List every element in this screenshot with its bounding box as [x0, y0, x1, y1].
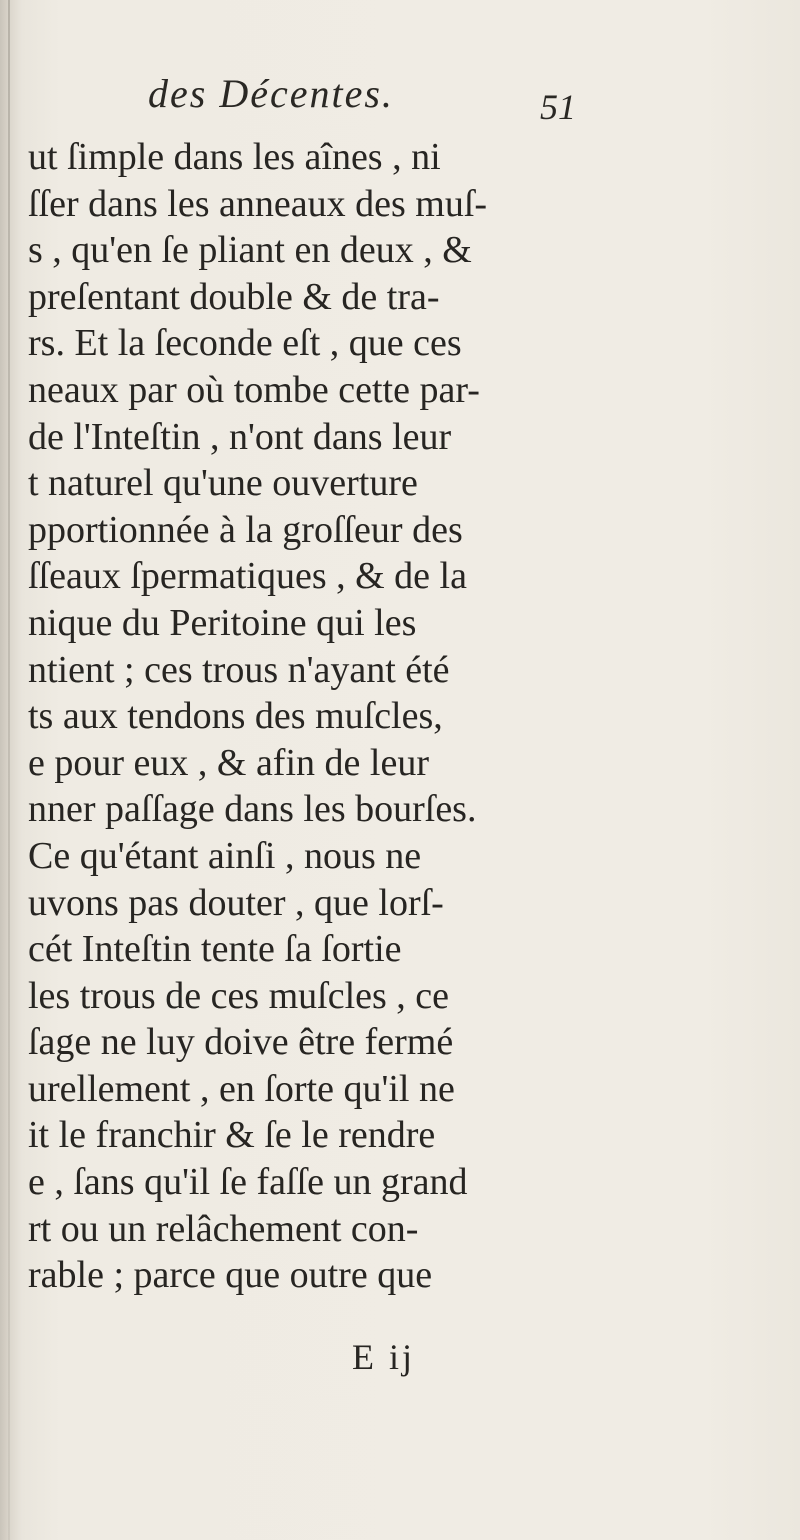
page-gutter — [8, 0, 10, 1540]
text-line: les trous de ces muſcles , ce — [28, 974, 450, 1017]
page-number: 51 — [540, 87, 576, 127]
signature-mark: E ij — [352, 1337, 415, 1377]
text-line: it le franchir & ſe le rendre — [28, 1114, 436, 1157]
text-line: nique du Peritoine qui les — [28, 601, 417, 644]
text-line: ſage ne luy doive être fermé — [28, 1021, 454, 1064]
text-line: e , ſans qu'il ſe faſſe un grand — [28, 1161, 468, 1204]
body-text — [28, 134, 588, 1299]
text-line: ſſeaux ſpermatiques , & de la — [28, 555, 467, 598]
running-head: des Décentes. — [148, 71, 394, 116]
text-line: ntient ; ces trous n'ayant été — [28, 648, 450, 691]
text-line: e pour eux , & afin de leur — [28, 741, 429, 784]
page-header — [0, 70, 800, 140]
text-line: de l'Inteſtin , n'ont dans leur — [28, 415, 452, 458]
text-line: ut ſimple dans les aînes , ni — [28, 136, 441, 178]
text-line: urellement , en ſorte qu'il ne — [28, 1067, 455, 1110]
text-line: ts aux tendons des muſcles, — [28, 695, 443, 738]
text-line: uvons pas douter , que lorſ- — [28, 881, 444, 924]
text-line: ſſer dans les anneaux des muſ- — [28, 182, 488, 225]
text-line: Ce qu'étant ainſi , nous ne — [28, 834, 422, 877]
text-line: nner paſſage dans les bourſes. — [28, 788, 477, 831]
text-line: rs. Et la ſeconde eſt , que ces — [28, 322, 462, 365]
text-line: rable ; parce que outre que — [28, 1254, 433, 1297]
text-line: pportionnée à la groſſeur des — [28, 508, 463, 551]
text-line: preſentant double & de tra- — [28, 275, 440, 318]
text-line: s , qu'en ſe pliant en deux , & — [28, 229, 472, 272]
text-line: neaux par où tombe cette par- — [28, 368, 480, 411]
text-line: t naturel qu'une ouverture — [28, 462, 418, 505]
text-line: rt ou un relâchement con- — [28, 1207, 419, 1250]
text-line: cét Inteſtin tente ſa ſortie — [28, 928, 402, 971]
